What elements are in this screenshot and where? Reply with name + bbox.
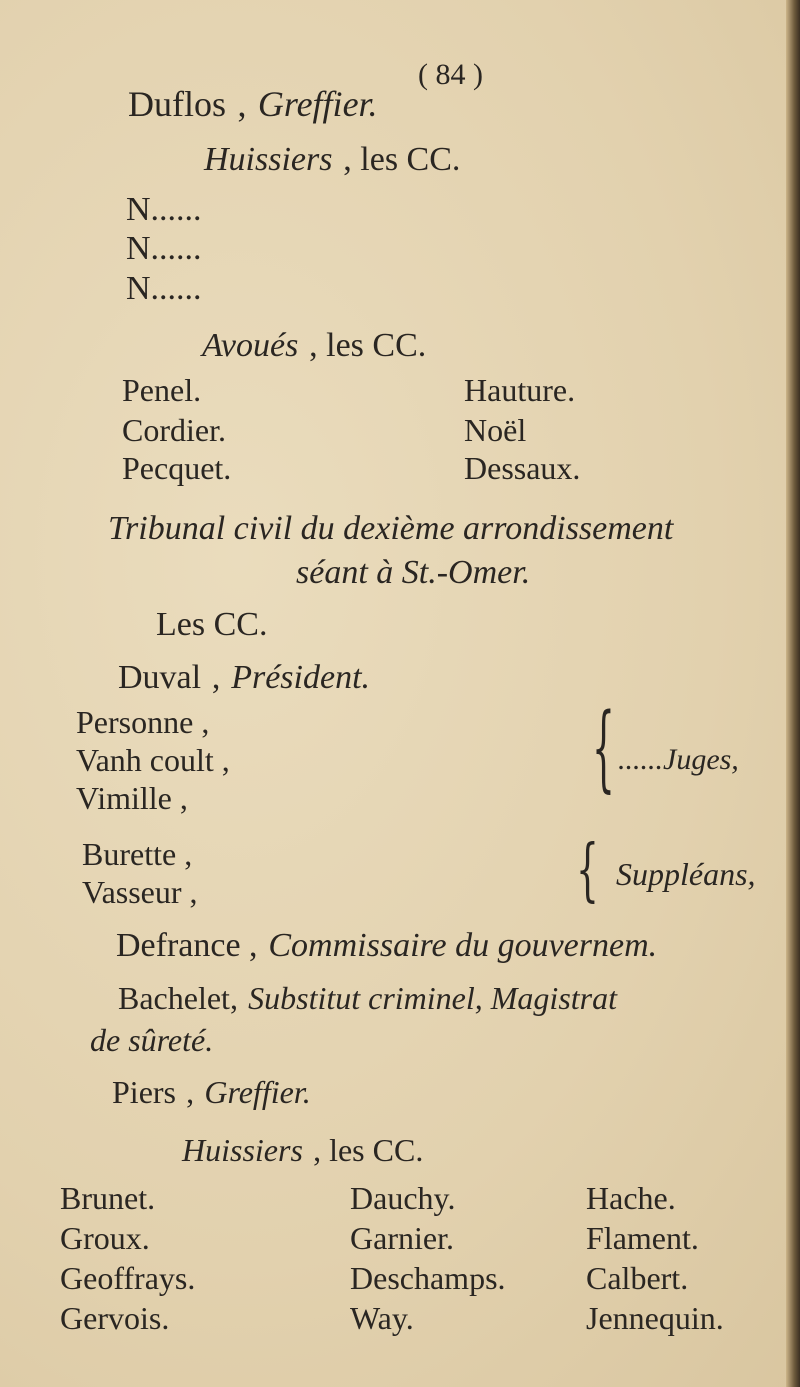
huissier-name: Gervois. (60, 1300, 170, 1336)
huissier-name: Dauchy. (350, 1180, 456, 1216)
suppleans-brace: { (576, 832, 599, 911)
les-cc: Les CC. (156, 606, 268, 643)
huissier-name: Calbert. (586, 1260, 689, 1296)
suppleans-label: Suppléans, (616, 856, 756, 892)
greffier-name: Duflos (128, 84, 226, 124)
avoues-suffix: , les CC. (309, 327, 427, 364)
tribunal-subheading: séant à St.-Omer. (296, 554, 531, 591)
huissiers2-title: Huissiers (182, 1132, 303, 1168)
juge-name: Vanh coult , (76, 742, 230, 778)
avoue-name: Pecquet. (122, 450, 232, 486)
commissaire-line (116, 928, 657, 963)
avoue-name: Cordier. (122, 412, 226, 448)
substitut-line (118, 982, 617, 1014)
huissiers2-heading (182, 1134, 423, 1166)
huissiers-suffix: , les CC. (343, 141, 461, 178)
suppleant-name: Burette , (82, 836, 193, 872)
huissier-name: Brunet. (60, 1180, 156, 1216)
huissiers-heading (204, 142, 460, 177)
president-name: Duval (118, 659, 202, 696)
substitut-title: Substitut criminel, Magistrat (248, 980, 617, 1016)
avoue-name: Hauture. (464, 372, 576, 408)
page-edge (786, 0, 800, 1387)
juges-label: ......Juges, (618, 743, 739, 776)
substitut-title-cont: de sûreté. (90, 1022, 214, 1058)
huissier-name: Way. (350, 1300, 414, 1336)
greffier-sep: , (237, 84, 247, 124)
huissier-name: Groux. (60, 1220, 150, 1256)
greffier2-title: Greffier. (204, 1074, 311, 1110)
avoues-title: Avoués (202, 327, 299, 364)
greffier-line (128, 86, 378, 123)
tribunal-heading: Tribunal civil du dexième arrondissement (108, 510, 674, 547)
huissier-name: Geoffrays. (60, 1260, 196, 1296)
avoue-name: Dessaux. (464, 450, 581, 486)
huissiers2-suffix: , les CC. (313, 1132, 424, 1168)
president-title: Président. (231, 659, 371, 696)
placeholder-line: N...... (126, 270, 202, 307)
page-number: ( 84 ) (418, 58, 483, 91)
huissier-name: Jennequin. (586, 1300, 724, 1336)
huissiers-title: Huissiers (204, 141, 333, 178)
greffier-title: Greffier. (257, 84, 378, 124)
president-sep: , (211, 659, 221, 696)
placeholder-line: N...... (126, 230, 202, 267)
suppleant-name: Vasseur , (82, 874, 198, 910)
substitut-name: Bachelet, (118, 980, 238, 1016)
huissier-name: Flament. (586, 1220, 699, 1256)
placeholder-line: N...... (126, 191, 202, 228)
avoues-heading (202, 328, 426, 363)
avoue-name: Penel. (122, 372, 202, 408)
president-line (118, 660, 370, 695)
juge-name: Personne , (76, 704, 210, 740)
greffier2-name: Piers (112, 1074, 176, 1110)
huissier-name: Deschamps. (350, 1260, 506, 1296)
juge-name: Vimille , (76, 780, 188, 816)
huissier-name: Garnier. (350, 1220, 454, 1256)
greffier2-line (112, 1076, 311, 1108)
avoue-name: Noël (464, 412, 527, 448)
huissier-name: Hache. (586, 1180, 676, 1216)
commissaire-name: Defrance , (116, 927, 258, 964)
commissaire-title: Commissaire du gouvernem. (268, 927, 658, 964)
juges-brace: { (592, 696, 615, 803)
greffier2-sep: , (186, 1074, 195, 1110)
